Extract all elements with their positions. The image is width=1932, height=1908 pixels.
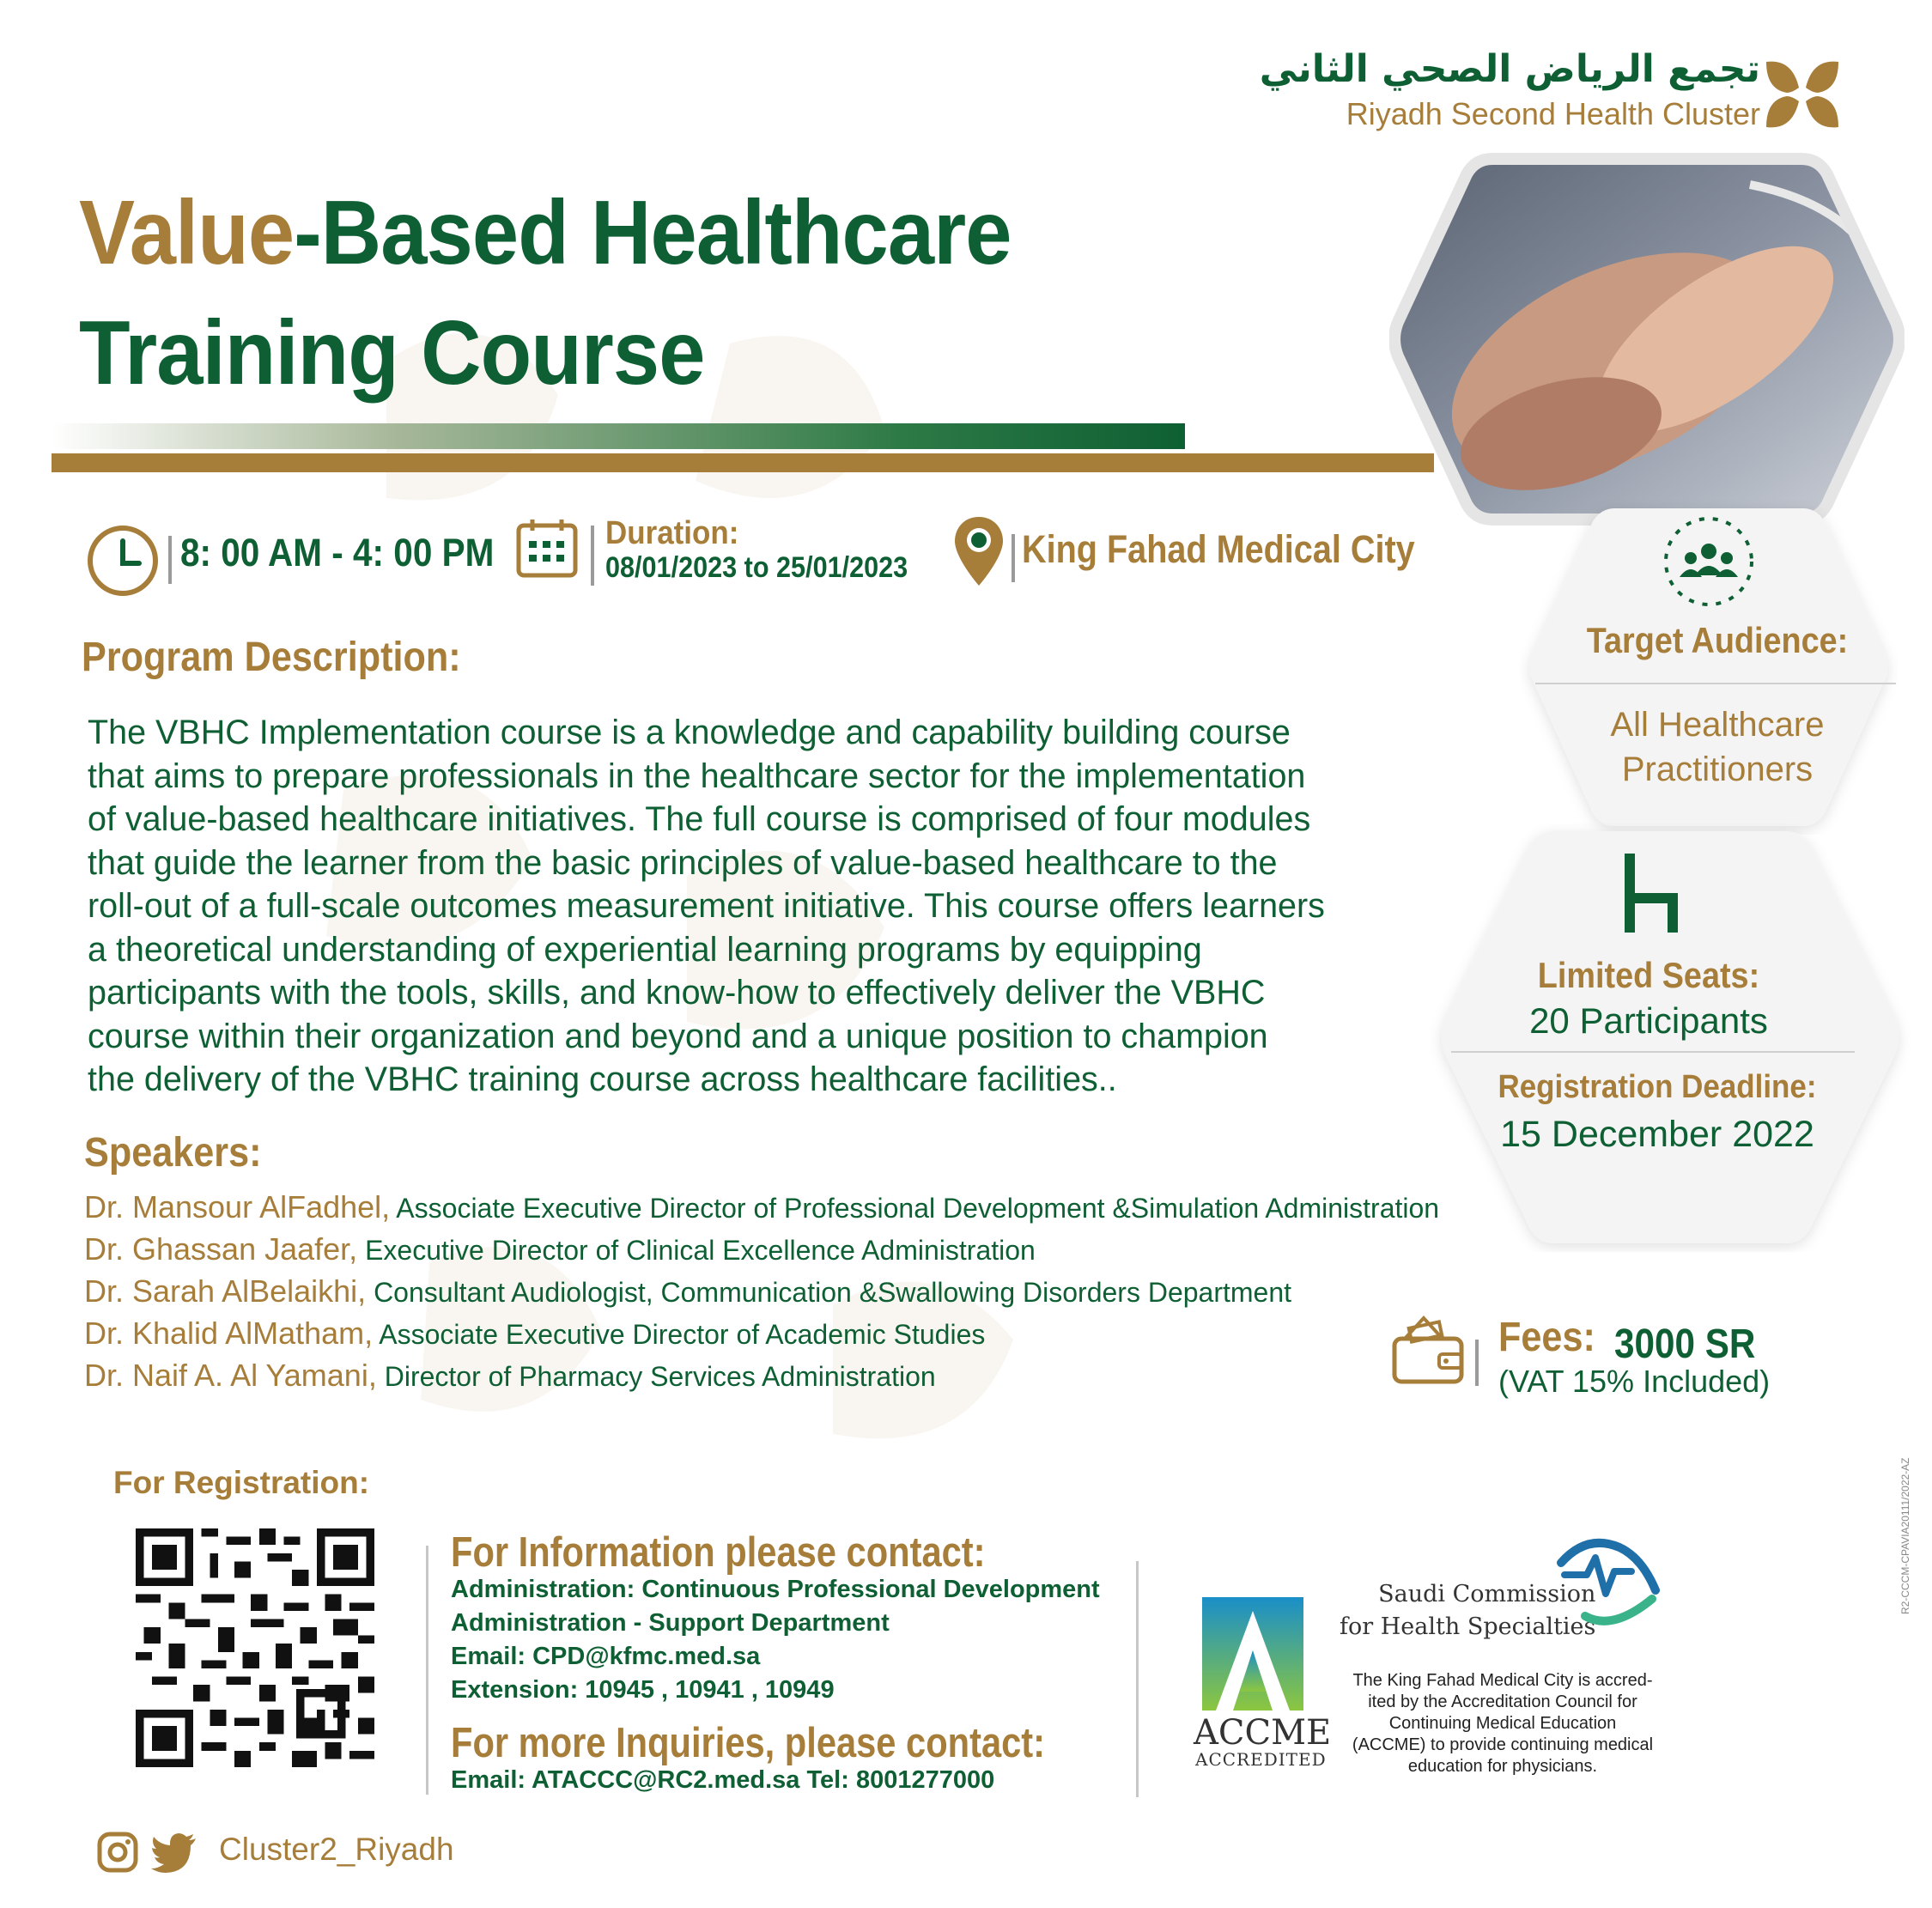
speaker-item — [84, 1358, 1439, 1400]
registration-qr-code[interactable] — [136, 1528, 374, 1767]
title-highlight-word: Value — [79, 182, 295, 283]
chair-icon — [1621, 850, 1681, 936]
program-description-body — [88, 711, 1461, 1102]
accme-accredited: ACCREDITED — [1195, 1749, 1327, 1770]
audience-group-icon — [1661, 513, 1757, 610]
contact-administration: Administration: Continuous Professional Development — [451, 1576, 1100, 1603]
description-line: participants with the tools, skills, and know-how to effectively deliver the VBHC — [88, 974, 1266, 1012]
separator — [591, 526, 594, 586]
divider — [1535, 683, 1896, 684]
hands-photo-hexagon — [1389, 150, 1905, 528]
inquiries-title: For more Inquiries, please contact: — [451, 1720, 1046, 1766]
logo-arabic-text: تجمع الرياض الصحي الثاني — [1259, 47, 1760, 91]
description-line: that guide the learner from the basic principles of value-based healthcare to the — [88, 843, 1278, 882]
fees-label: Fees: — [1498, 1315, 1595, 1360]
speaker-item — [84, 1189, 1439, 1231]
speaker-item — [84, 1316, 1439, 1358]
contact-email[interactable]: Email: CPD@kfmc.med.sa — [451, 1643, 761, 1670]
contact-info-title: For Information please contact: — [451, 1529, 986, 1576]
contact-extensions: Extension: 10945 , 10941 , 10949 — [451, 1676, 835, 1704]
separator — [426, 1546, 428, 1795]
instagram-icon[interactable] — [97, 1832, 138, 1873]
separator — [1475, 1340, 1479, 1386]
registration-title: For Registration: — [113, 1465, 370, 1500]
speaker-name: Dr. Sarah AlBelaikhi, — [84, 1273, 367, 1309]
separator — [1012, 534, 1015, 582]
description-line: that aims to prepare professionals in the healthcare sector for the implementation — [88, 757, 1306, 795]
speaker-role: Executive Director of Clinical Excellence Administration — [357, 1235, 1036, 1266]
course-title-line1 — [79, 182, 1012, 283]
limited-seats-title: Limited Seats: — [1537, 955, 1760, 995]
speaker-role: Associate Executive Director of Professional Development &Simulation Administration — [390, 1193, 1440, 1224]
social-handle[interactable]: Cluster2_Riyadh — [219, 1832, 454, 1867]
speaker-name: Dr. Naif A. Al Yamani, — [84, 1358, 377, 1393]
title-underline-gold — [52, 453, 1434, 472]
accme-statement-line: (ACCME) to provide continuing medical — [1352, 1735, 1654, 1754]
accme-statement-line: Continuing Medical Education — [1388, 1714, 1617, 1733]
contact-department: Administration - Support Department — [451, 1609, 890, 1637]
accme-statement-line: The King Fahad Medical City is accred- — [1352, 1671, 1653, 1690]
description-line: The VBHC Implementation course is a knowledge and capability building course — [88, 714, 1291, 751]
speakers-list — [84, 1189, 1439, 1400]
accme-statement — [1322, 1670, 1683, 1777]
registration-deadline-value: 15 December 2022 — [1500, 1114, 1814, 1155]
location-pin-icon — [953, 515, 1005, 587]
limited-seats-value: 20 Participants — [1529, 1000, 1768, 1041]
scfhs-line: for Health Specialties — [1340, 1613, 1596, 1640]
description-line: the delivery of the VBHC training course across healthcare facilities.. — [88, 1060, 1117, 1098]
speaker-role: Associate Executive Director of Academic Studies — [373, 1319, 986, 1350]
document-code: R2-CCCM-CPAVIA20111/2022-AZ — [1899, 1457, 1911, 1614]
course-location: King Fahad Medical City — [1022, 527, 1415, 571]
audience-line: All Healthcare — [1610, 706, 1825, 744]
accme-statement-line: education for physicians. — [1407, 1757, 1598, 1776]
description-line: course within their organization and beyond and a unique position to champion — [88, 1017, 1268, 1055]
divider — [1451, 1051, 1855, 1053]
target-audience-value — [1528, 702, 1906, 792]
calendar-icon — [515, 517, 579, 579]
speaker-name: Dr. Ghassan Jaafer, — [84, 1231, 358, 1267]
title-rest: -Based Healthcare — [294, 182, 1012, 283]
inquiries-contact[interactable]: Email: ATACCC@RC2.med.sa Tel: 8001277000 — [451, 1766, 995, 1794]
wallet-icon — [1389, 1309, 1467, 1387]
twitter-icon[interactable] — [151, 1833, 197, 1873]
separator — [1136, 1561, 1139, 1797]
description-line: roll-out of a full-scale outcomes measurement initiative. This course offers learners — [88, 887, 1325, 925]
speaker-item — [84, 1231, 1439, 1273]
clock-icon — [86, 524, 160, 598]
fees-amount: 3000 SR — [1614, 1322, 1756, 1367]
speaker-item — [84, 1273, 1439, 1316]
program-description-title: Program Description: — [82, 635, 461, 680]
audience-line: Practitioners — [1621, 750, 1814, 788]
speakers-title: Speakers: — [84, 1130, 262, 1176]
accme-logo-icon — [1202, 1597, 1303, 1711]
scfhs-line: Saudi Commission — [1378, 1581, 1596, 1607]
speaker-name: Dr. Khalid AlMatham, — [84, 1316, 374, 1351]
description-line: of value-based healthcare initiatives. The full course is comprised of four modules — [88, 800, 1311, 838]
speaker-name: Dr. Mansour AlFadhel, — [84, 1189, 391, 1224]
duration-dates: 08/01/2023 to 25/01/2023 — [605, 551, 908, 584]
registration-deadline-title: Registration Deadline: — [1498, 1069, 1817, 1105]
accme-name: ACCME — [1194, 1713, 1332, 1753]
target-audience-title: Target Audience: — [1586, 620, 1849, 660]
title-underline-gradient — [52, 423, 1185, 449]
accme-statement-line: ited by the Accreditation Council for — [1368, 1692, 1637, 1711]
course-title-line2: Training Course — [79, 302, 705, 404]
scfhs-logo-icon — [1552, 1537, 1664, 1632]
speaker-role: Director of Pharmacy Services Administration — [376, 1361, 936, 1392]
duration-label: Duration: — [605, 515, 739, 551]
logo-english-text: Riyadh Second Health Cluster — [1346, 96, 1760, 131]
description-line: a theoretical understanding of experiential learning programs by equipping — [88, 930, 1202, 969]
speaker-role: Consultant Audiologist, Communication &Swallowing Disorders Department — [366, 1277, 1292, 1308]
cluster-logo-icon — [1763, 58, 1842, 131]
course-time: 8: 00 AM - 4: 00 PM — [180, 531, 495, 574]
separator — [168, 536, 172, 584]
fees-vat-note: (VAT 15% Included) — [1498, 1364, 1771, 1399]
